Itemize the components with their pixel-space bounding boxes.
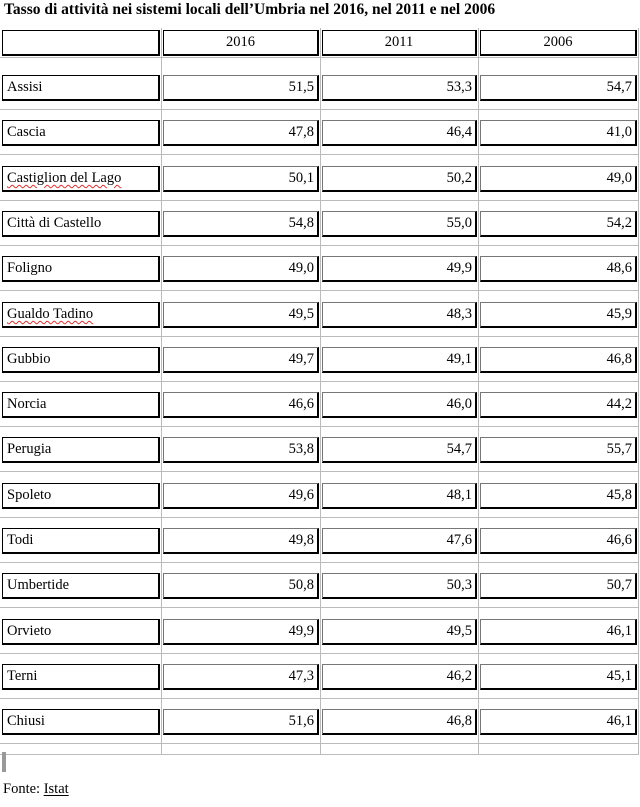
table-cell: 47,8 — [163, 120, 319, 146]
table-cell: 54,7 — [480, 75, 637, 101]
table-cell: 50,7 — [480, 573, 637, 599]
row-label — [2, 75, 160, 101]
table-cell: 46,4 — [322, 120, 477, 146]
table-cell: 45,9 — [480, 302, 637, 328]
table-cell: 46,8 — [322, 709, 477, 735]
table-cell: 49,6 — [163, 483, 319, 509]
row-label — [2, 437, 160, 463]
table-cell: 47,6 — [322, 528, 477, 554]
table-cell: 49,0 — [163, 256, 319, 282]
row-label — [2, 392, 160, 418]
grid-line — [0, 653, 638, 654]
table-cell: 45,1 — [480, 664, 637, 690]
table-cell: 46,6 — [163, 392, 319, 418]
table-cell: 53,3 — [322, 75, 477, 101]
table-cell: 49,9 — [163, 619, 319, 645]
table-cell: 41,0 — [480, 120, 637, 146]
row-label-text: Norcia — [7, 396, 47, 412]
grid-line — [0, 698, 638, 699]
row-label — [2, 256, 160, 282]
header-corner-cell — [2, 30, 160, 56]
table-cell: 50,3 — [322, 573, 477, 599]
row-label — [2, 120, 160, 146]
table-cell: 46,0 — [322, 392, 477, 418]
table-cell: 53,8 — [163, 437, 319, 463]
grid-line — [638, 28, 639, 755]
grid-line — [0, 426, 638, 427]
table-cell: 49,7 — [163, 347, 319, 373]
table-cell: 49,9 — [322, 256, 477, 282]
row-label — [2, 166, 160, 192]
column-header: 2006 — [480, 30, 637, 56]
grid-line — [0, 57, 638, 58]
table-cell: 48,3 — [322, 302, 477, 328]
grid-line — [0, 517, 638, 518]
grid-line — [320, 28, 321, 755]
table-cell: 50,2 — [322, 166, 477, 192]
row-label-text: Città di Castello — [7, 215, 102, 231]
source-note — [3, 781, 69, 798]
row-label — [2, 664, 160, 690]
grid-line — [0, 109, 638, 110]
table-cell: 51,6 — [163, 709, 319, 735]
grid-line — [0, 154, 638, 155]
table-cell: 50,8 — [163, 573, 319, 599]
row-label-text: Gubbio — [7, 351, 51, 367]
row-label — [2, 347, 160, 373]
table-cell: 48,1 — [322, 483, 477, 509]
row-label — [2, 483, 160, 509]
table-cell: 44,2 — [480, 392, 637, 418]
grid-line — [0, 471, 638, 472]
empty-row-marker — [2, 752, 6, 772]
row-label-text: Spoleto — [7, 487, 52, 503]
row-label — [2, 619, 160, 645]
grid-line — [0, 245, 638, 246]
table-cell: 46,8 — [480, 347, 637, 373]
grid-line — [0, 290, 638, 291]
grid-line — [0, 607, 638, 608]
table-cell: 45,8 — [480, 483, 637, 509]
column-header: 2011 — [322, 30, 477, 56]
table-cell: 55,0 — [322, 211, 477, 237]
row-label-text: Chiusi — [7, 713, 45, 729]
row-label-text: Castiglion del Lago — [7, 170, 122, 186]
table-cell: 49,1 — [322, 347, 477, 373]
table-cell: 50,1 — [163, 166, 319, 192]
row-label-text: Cascia — [7, 124, 46, 140]
table-title: Tasso di attività nei sistemi locali dell’Umbria nel 2016, nel 2011 e nel 2006 — [4, 1, 496, 18]
grid-line — [161, 28, 162, 755]
row-label-text: Terni — [7, 668, 38, 684]
row-label-text: Gualdo Tadino — [7, 306, 94, 322]
row-label-text: Perugia — [7, 441, 52, 457]
row-label — [2, 709, 160, 735]
row-label — [2, 528, 160, 554]
table-cell: 49,8 — [163, 528, 319, 554]
source-text: Fonte: Istat — [3, 781, 69, 797]
table-cell: 47,3 — [163, 664, 319, 690]
grid-line — [0, 743, 638, 744]
table-cell: 54,7 — [322, 437, 477, 463]
grid-line — [478, 28, 479, 755]
table-cell: 48,6 — [480, 256, 637, 282]
table-cell: 54,8 — [163, 211, 319, 237]
grid-line — [0, 336, 638, 337]
grid-line — [0, 381, 638, 382]
table-cell: 49,5 — [163, 302, 319, 328]
row-label-text: Umbertide — [7, 577, 70, 593]
table-cell: 51,5 — [163, 75, 319, 101]
table-cell: 46,1 — [480, 709, 637, 735]
row-label-text: Foligno — [7, 260, 53, 276]
table-cell: 46,1 — [480, 619, 637, 645]
table-cell: 46,2 — [322, 664, 477, 690]
table-cell: 49,0 — [480, 166, 637, 192]
grid-line — [0, 754, 638, 755]
row-label-text: Assisi — [7, 79, 43, 95]
grid-line — [0, 562, 638, 563]
table-cell: 46,6 — [480, 528, 637, 554]
table-cell: 54,2 — [480, 211, 637, 237]
row-label — [2, 211, 160, 237]
table-cell: 49,5 — [322, 619, 477, 645]
row-label-text: Orvieto — [7, 623, 52, 639]
grid-line — [0, 200, 638, 201]
table-cell: 55,7 — [480, 437, 637, 463]
row-label — [2, 573, 160, 599]
row-label-text: Todi — [7, 532, 34, 548]
column-header: 2016 — [163, 30, 319, 56]
row-label — [2, 302, 160, 328]
